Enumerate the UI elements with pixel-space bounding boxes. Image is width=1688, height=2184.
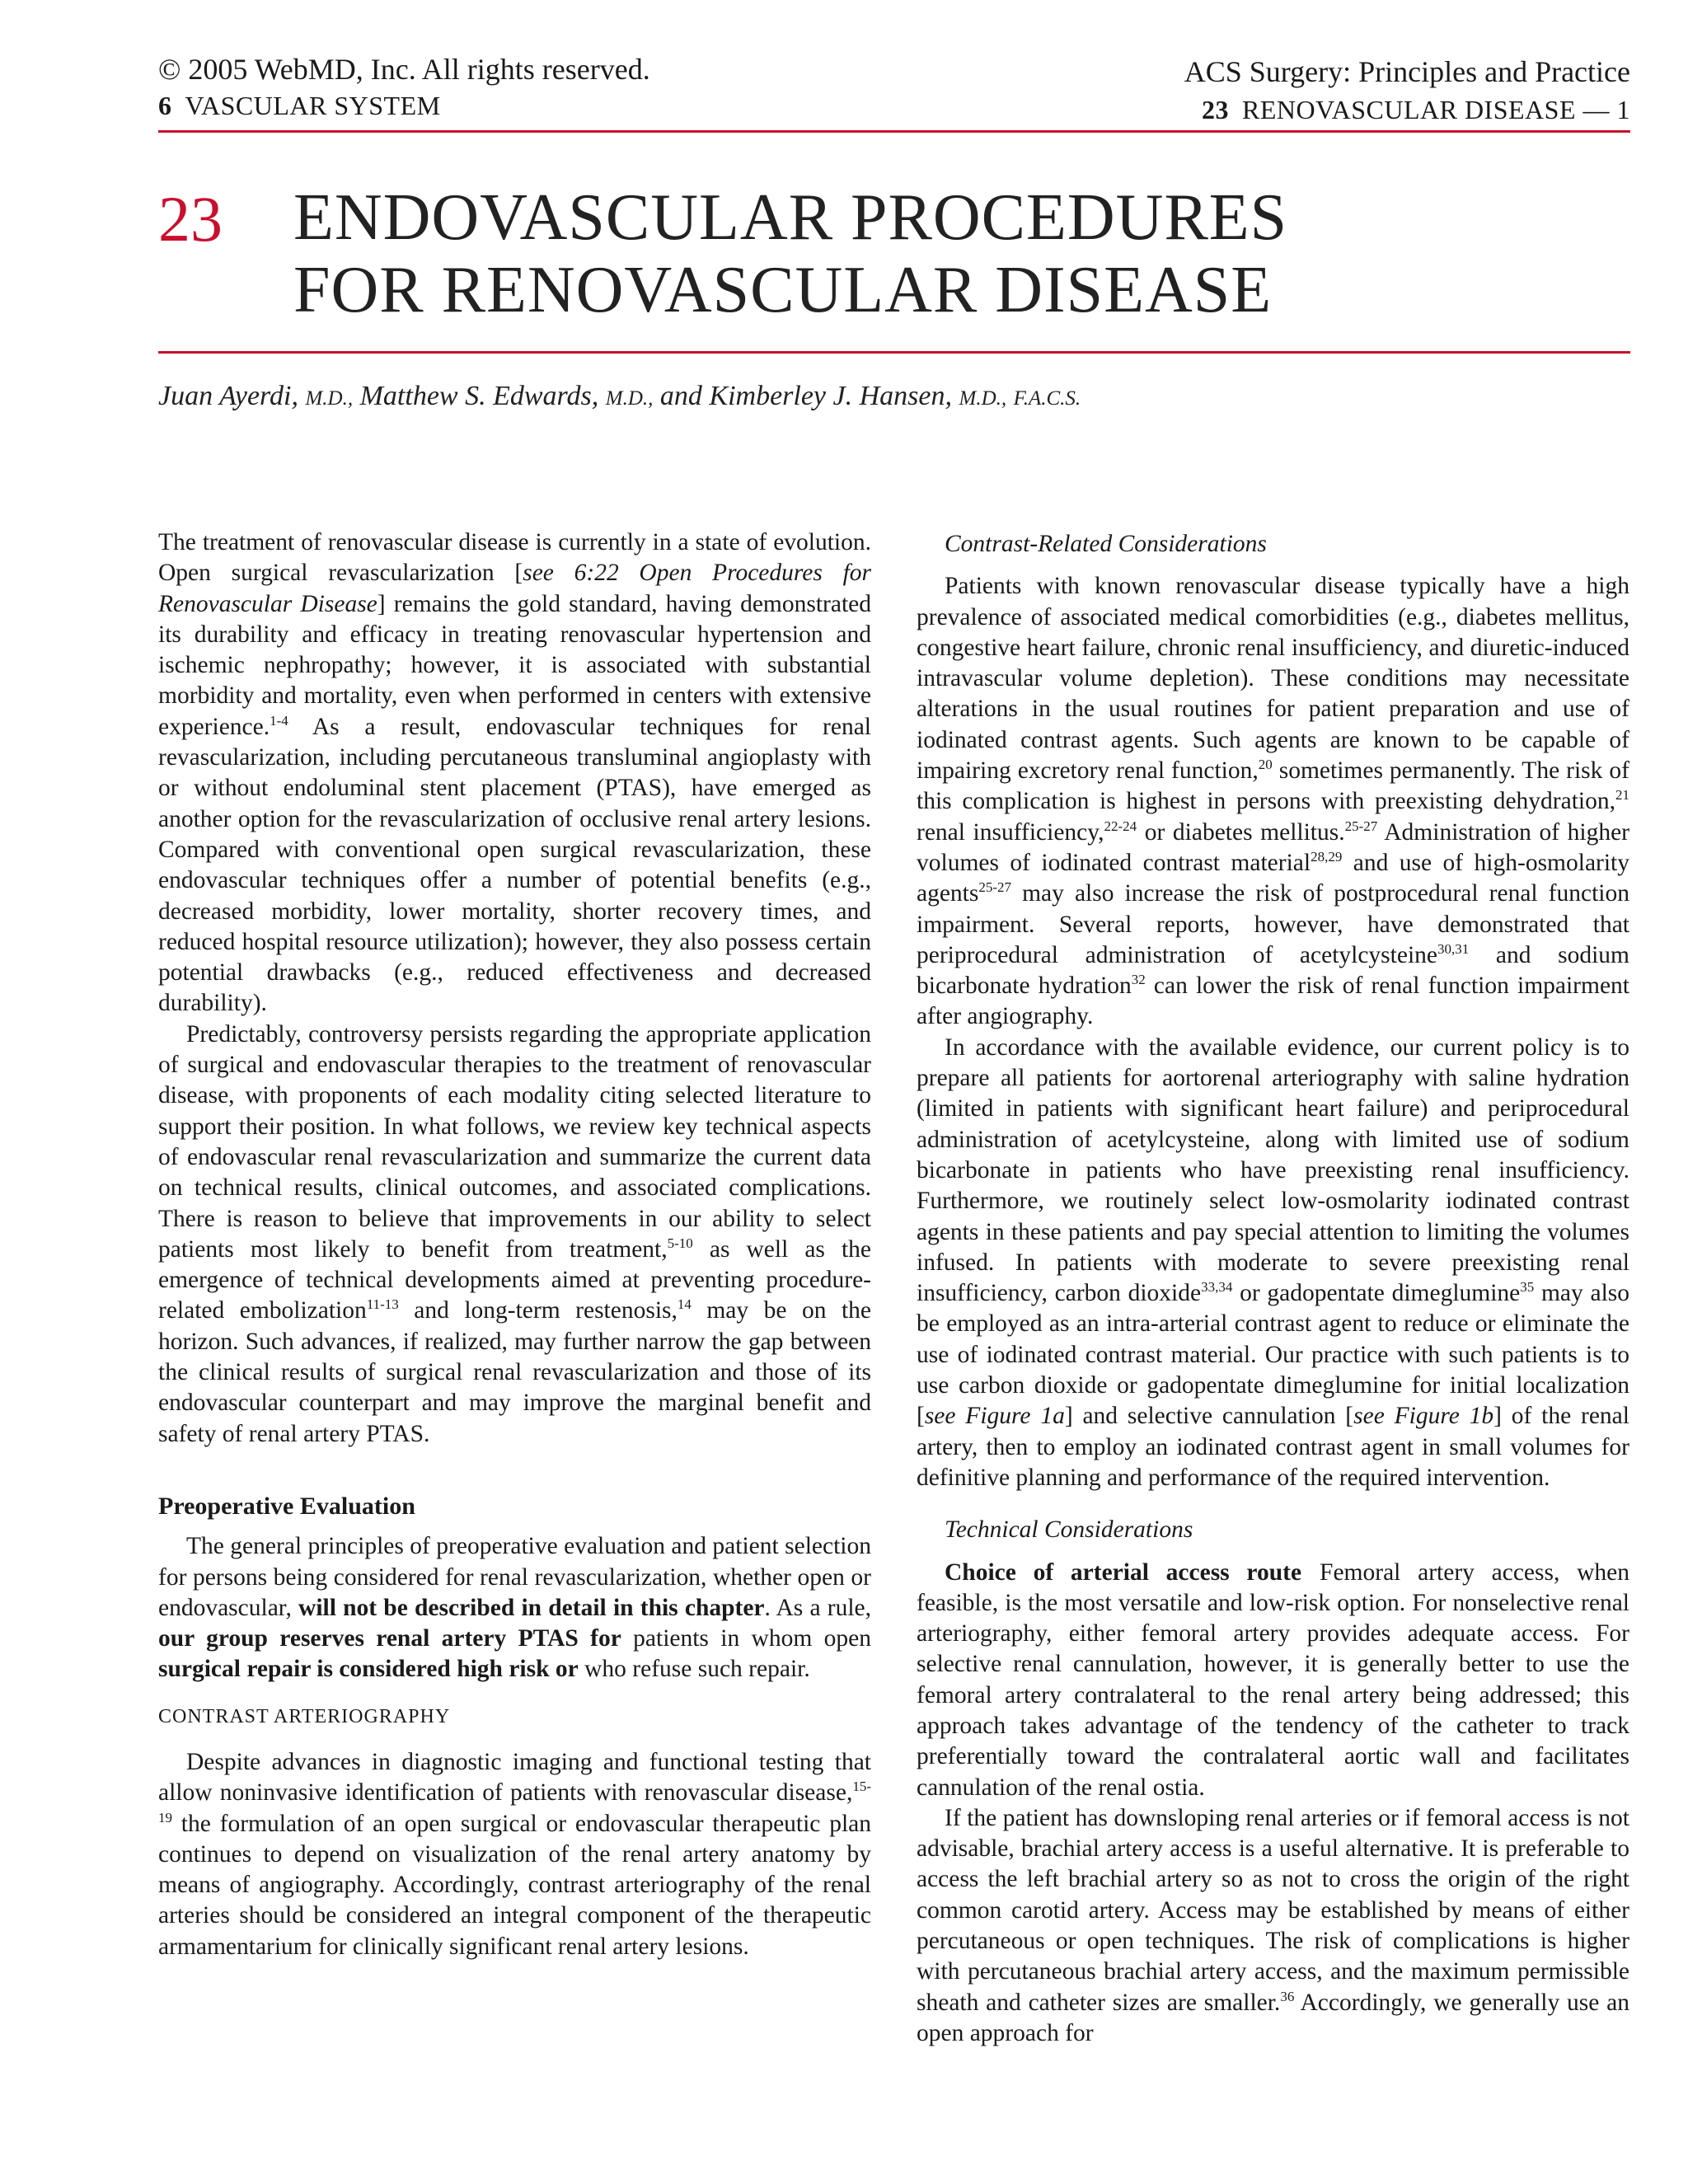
text-run: Accordingly, we generally use an open approach for xyxy=(917,1989,1629,2046)
text-run: may also increase the risk of postprocedural renal function impairment. Several reports, however, have demonstrated that periprocedural administration of acetylcysteine xyxy=(917,880,1629,968)
chapter-running-label xyxy=(1184,91,1630,129)
author-line xyxy=(158,381,1081,412)
citation: 20 xyxy=(1258,757,1273,773)
author-2: Matthew S. Edwards, xyxy=(359,381,599,411)
citation: 28,29 xyxy=(1311,848,1343,865)
section-label xyxy=(158,87,650,124)
text-run: If the patient has downsloping renal arteries or if femoral access is not advisable, brachial artery access is a useful alternative. It is preferable to access the left brachial artery so as not to cross the origin of the right common carotid artery. Access may be established by means of either percutaneous or open techniques. The risk of complications is higher with percutaneous brachial artery access, and the maximum permissible sheath and catheter sizes are smaller. xyxy=(917,1804,1629,2016)
book-title: ACS Surgery: Principles and Practice xyxy=(1184,55,1630,88)
citation: 35 xyxy=(1520,1279,1535,1296)
text-run: the formulation of an open surgical or endovascular therapeutic plan continues to depend on visualization of the renal artery anatomy by means of angiography. Accordingly, contrast arteriography of the renal arteries should be considered an integral component of the therapeutic armamentarium for clinically significant renal artery lesions. xyxy=(158,1810,871,1960)
text-run: may also be employed as an intra-arterial contrast agent to reduce or eliminate the use of iodinated contrast material. Our practice with such patients is to use carbon dioxide or gadopentate dimeglumine for initial localization [ xyxy=(917,1280,1630,1430)
text-run: Despite advances in diagnostic imaging and functional testing that allow noninvasive identification of patients with renovascular disease, xyxy=(158,1748,871,1807)
author-conjunction: and xyxy=(659,381,702,411)
brachial-access-paragraph xyxy=(917,1803,1629,2049)
text-run: and long-term restenosis, xyxy=(398,1297,678,1324)
cross-reference: see Figure 1b xyxy=(1353,1403,1494,1430)
heading-preoperative-evaluation: Preoperative Evaluation xyxy=(158,1492,415,1520)
citation: 25-27 xyxy=(1344,818,1378,834)
heading-technical-considerations: Technical Considerations xyxy=(945,1516,1193,1544)
text-run: . As a rule, xyxy=(764,1594,871,1621)
run-in-heading: Choice of arterial access route xyxy=(945,1558,1302,1586)
author-3: Kimberley J. Hansen, xyxy=(709,381,952,411)
citation: 21 xyxy=(1615,787,1629,804)
citation: 32 xyxy=(1131,972,1146,988)
citation: 11-13 xyxy=(366,1296,399,1313)
text-run: patients in whom open xyxy=(621,1625,871,1652)
right-column xyxy=(917,529,1629,2049)
text-run: or gadopentate dimeglumine xyxy=(1232,1280,1521,1307)
chapter-number: 23 xyxy=(158,183,223,255)
bold-text-run: surgical repair is considered high risk or xyxy=(158,1656,579,1683)
author-3-credential-2: F.A.C.S. xyxy=(1013,387,1081,410)
text-run: renal insufficiency, xyxy=(917,818,1104,846)
citation: 22-24 xyxy=(1104,818,1137,834)
citation: 33,34 xyxy=(1201,1279,1233,1296)
bold-text-run: will not be described in detail in this chapter xyxy=(298,1594,765,1621)
text-run: as well as the emergence of technical developments aimed at preventing procedure-related embolization xyxy=(158,1235,872,1324)
title-rule xyxy=(158,351,1630,354)
text-run: The treatment of renovascular disease is currently in a state of evolution. Open surgical revascularization [ xyxy=(158,529,871,587)
text-run: Predictably, controversy persists regarding the appropriate application of surgical and endovascular therapies to the treatment of renovascular disease, with proponents of each modality citing selected literature to support their position. In what follows, we review key technical aspects of endovascular renal revascularization and summarize the current data on technical results, clinical outcomes, and associated complications. There is reason to believe that improvements in our ability to select patients most likely to benefit from treatment, xyxy=(158,1020,871,1263)
author-2-credential: M.D., xyxy=(605,387,654,410)
text-run: Femoral artery access, when feasible, is the most versatile and low-risk option. For nonselective renal arteriography, either femoral artery provides adequate access. For selective renal cannulation, however, it is generally better to use the femoral artery contralateral to the renal artery being addressed; this approach takes advantage of the tendency of the catheter to track preferentially toward the contralateral aortic wall and facilitates cannulation of the renal ostia. xyxy=(917,1558,1629,1801)
intro-paragraph-1 xyxy=(158,527,871,1019)
citation: 25-27 xyxy=(978,879,1012,896)
copyright-notice: © 2005 WebMD, Inc. All rights reserved. xyxy=(158,53,650,86)
cross-reference: see Figure 1a xyxy=(924,1403,1065,1430)
preop-paragraph xyxy=(158,1531,871,1685)
citation: 15-19 xyxy=(158,1779,871,1825)
access-route-paragraph xyxy=(917,1558,1629,1803)
text-run: Patients with known renovascular disease typically have a high prevalence of associated medical comorbidities (e.g., diabetes mellitus, congestive heart failure, chronic renal insufficiency, and diuretic-induced intravascular volume depletion). These conditions may necessitate alterations in the usual routines for patient preparation and use of iodinated contrast agents. Such agents are known to be capable of impairing excretory renal function, xyxy=(917,573,1629,785)
text-run: or diabetes mellitus. xyxy=(1137,818,1345,846)
citation: 36 xyxy=(1280,1988,1295,2004)
heading-contrast-arteriography: CONTRAST ARTERIOGRAPHY xyxy=(158,1705,451,1727)
author-3-credential: M.D., xyxy=(959,387,1007,410)
citation: 14 xyxy=(677,1296,692,1313)
text-run: and sodium bicarbonate hydration xyxy=(917,941,1630,1000)
intro-paragraph-2 xyxy=(158,1019,871,1450)
chapter-title xyxy=(293,181,1287,326)
heading-contrast-related-considerations: Contrast-Related Considerations xyxy=(945,531,1267,557)
header-rule xyxy=(158,130,1630,133)
citation: 1-4 xyxy=(270,712,288,729)
author-1-credential: M.D., xyxy=(305,387,354,410)
left-column xyxy=(158,527,871,1962)
running-header-right xyxy=(1184,53,1630,129)
text-run: The general principles of preoperative evaluation and patient selection for persons being considered for renal revascularization, whether open or endovascular, xyxy=(158,1533,871,1621)
text-run: Administration of higher volumes of iodinated contrast material xyxy=(917,818,1630,876)
chapter-title-line1: ENDOVASCULAR PROCEDURES xyxy=(293,181,1288,254)
chapter-title-line2: FOR RENOVASCULAR DISEASE xyxy=(293,254,1273,326)
bold-text-run: our group reserves renal artery PTAS for xyxy=(158,1625,621,1652)
text-run: who refuse such repair. xyxy=(578,1656,810,1683)
text-run: ] remains the gold standard, having demonstrated its durability and efficacy in treating renovascular hypertension and ischemic nephropathy; however, it is associated with substantial morbidity and mortality, even when performed in centers with extensive experience. xyxy=(158,590,872,740)
citation: 30,31 xyxy=(1437,940,1470,957)
text-run: ] of the renal artery, then to employ an iodinated contrast agent in small volumes for definitive planning and performance of the required intervention. xyxy=(917,1403,1629,1491)
cross-reference: see 6:22 Open Procedures for Renovascular Disease xyxy=(158,560,872,617)
contrast-related-paragraph-1 xyxy=(917,571,1629,1032)
text-run: may be on the horizon. Such advances, if realized, may further narrow the gap between the clinical results of surgical renal revascularization and those of its endovascular counterpart and may improve the marginal benefit and safety of renal artery PTAS. xyxy=(158,1297,871,1447)
text-run: and use of high-osmolarity agents xyxy=(917,849,1629,907)
text-run: In accordance with the available evidence, our current policy is to prepare all patients for aortorenal arteriography with saline hydration (limited in patients with significant heart failure) and periprocedural administration of acetylcysteine, along with limited use of sodium bicarbonate in patients who have preexisting renal insufficiency. Furthermore, we routinely select low-osmolarity iodinated contrast agents in these patients and pay special attention to limiting the volumes infused. In patients with moderate to severe preexisting renal insufficiency, carbon dioxide xyxy=(917,1033,1629,1307)
chapter-running-title: RENOVASCULAR DISEASE — 1 xyxy=(1241,95,1630,124)
running-header-left xyxy=(158,51,650,124)
author-1: Juan Ayerdi, xyxy=(158,381,298,411)
section-title: VASCULAR SYSTEM xyxy=(185,91,441,120)
chapter-running-number: 23 xyxy=(1201,95,1229,124)
section-number: 6 xyxy=(158,91,172,120)
text-run: can lower the risk of renal function impairment after angiography. xyxy=(917,972,1629,1030)
text-run: sometimes permanently. The risk of this complication is highest in persons with preexisting dehydration, xyxy=(917,757,1629,815)
text-run: ] and selective cannulation [ xyxy=(1064,1403,1354,1430)
contrast-related-paragraph-2 xyxy=(917,1033,1629,1493)
text-run: As a result, endovascular techniques for renal revascularization, including percutaneous transluminal angioplasty with or without endoluminal stent placement (PTAS), have emerged as another option for the revascularization of occlusive renal artery lesions. Compared with conventional open surgical revascularization, these endovascular techniques offer a number of potential benefits (e.g., decreased morbidity, lower mortality, shorter recovery times, and reduced hospital resource utilization); however, they also possess certain potential drawbacks (e.g., reduced effectiveness and decreased durability). xyxy=(158,713,871,1017)
contrast-paragraph xyxy=(158,1747,871,1962)
citation: 5-10 xyxy=(667,1235,693,1251)
